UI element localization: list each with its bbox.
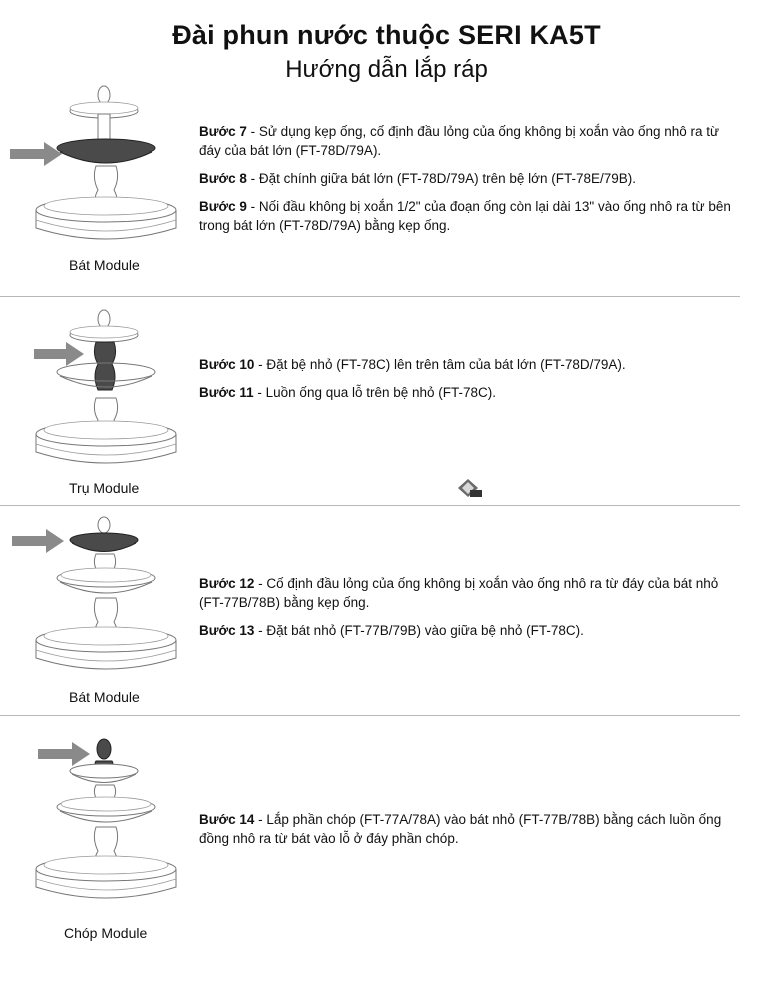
step-text: - Luồn ống qua lỗ trên bệ nhỏ (FT-78C). xyxy=(253,385,497,400)
figure-caption: Bát Module xyxy=(69,689,140,705)
step-12 xyxy=(199,574,744,612)
section-divider xyxy=(0,296,740,297)
step-text: - Lắp phần chóp (FT-77A/78A) vào bát nhỏ (FT-77B/78B) bằng cách luồn ống đồng nhô ra từ bát vào lỗ ở đáy phần chóp. xyxy=(199,812,722,846)
step-8 xyxy=(199,169,744,188)
step-text: - Đặt bát nhỏ (FT-77B/79B) vào giữa bệ nhỏ (FT-78C). xyxy=(254,623,584,638)
steps-block xyxy=(199,574,744,649)
step-label: Bước 10 xyxy=(199,357,255,372)
fountain-figure-pillar xyxy=(0,302,200,482)
fountain-figure-bowl-small xyxy=(0,510,200,690)
figure-caption: Chóp Module xyxy=(64,925,148,941)
step-10 xyxy=(199,355,744,374)
figure-caption: Trụ Module xyxy=(69,480,140,496)
figure-caption: Bát Module xyxy=(69,257,140,273)
pointer-arrow xyxy=(10,142,62,166)
step-text: - Nối đầu không bị xoắn 1/2" của đoạn ống còn lại dài 13" vào ống nhô ra từ bên trong bát lớn (FT-78D/79A) bằng kẹp ống. xyxy=(199,199,731,233)
step-label: Bước 7 xyxy=(199,124,247,139)
section-divider xyxy=(0,715,740,716)
step-label: Bước 9 xyxy=(199,199,247,214)
step-label: Bước 14 xyxy=(199,812,255,827)
pointer-arrow xyxy=(38,742,90,766)
step-text: - Cố định đầu lỏng của ống không bị xoắn vào ống nhô ra từ đáy của bát nhỏ (FT-77B/78B) bằng kẹp ống. xyxy=(199,576,719,610)
section-divider xyxy=(0,505,740,506)
step-text: - Đặt chính giữa bát lớn (FT-78D/79A) trên bệ lớn (FT-78E/79B). xyxy=(246,171,637,186)
steps-block xyxy=(199,122,744,244)
pointer-arrow xyxy=(12,529,64,553)
step-label: Bước 12 xyxy=(199,576,255,591)
step-9 xyxy=(199,197,744,235)
steps-block xyxy=(199,355,744,411)
brand-logo xyxy=(456,477,484,504)
step-11 xyxy=(199,383,744,402)
fountain-figure-bowl-large xyxy=(0,78,200,258)
step-label: Bước 11 xyxy=(199,385,254,400)
steps-block xyxy=(199,810,744,857)
step-label: Bước 8 xyxy=(199,171,247,186)
pointer-arrow xyxy=(34,342,84,366)
step-7 xyxy=(199,122,744,160)
step-text: - Sử dụng kẹp ống, cố định đầu lỏng của ống không bị xoắn vào ống nhô ra từ đáy của bát lớn (FT-78D/79A). xyxy=(199,124,720,158)
step-14 xyxy=(199,810,744,848)
step-text: - Đặt bệ nhỏ (FT-78C) lên trên tâm của bát lớn (FT-78D/79A). xyxy=(254,357,626,372)
step-13 xyxy=(199,621,744,640)
fountain-figure-finial xyxy=(0,735,200,915)
page-title: Đài phun nước thuộc SERI KA5T xyxy=(172,20,601,50)
page-subtitle: Hướng dẫn lắp ráp xyxy=(285,56,488,83)
step-label: Bước 13 xyxy=(199,623,255,638)
